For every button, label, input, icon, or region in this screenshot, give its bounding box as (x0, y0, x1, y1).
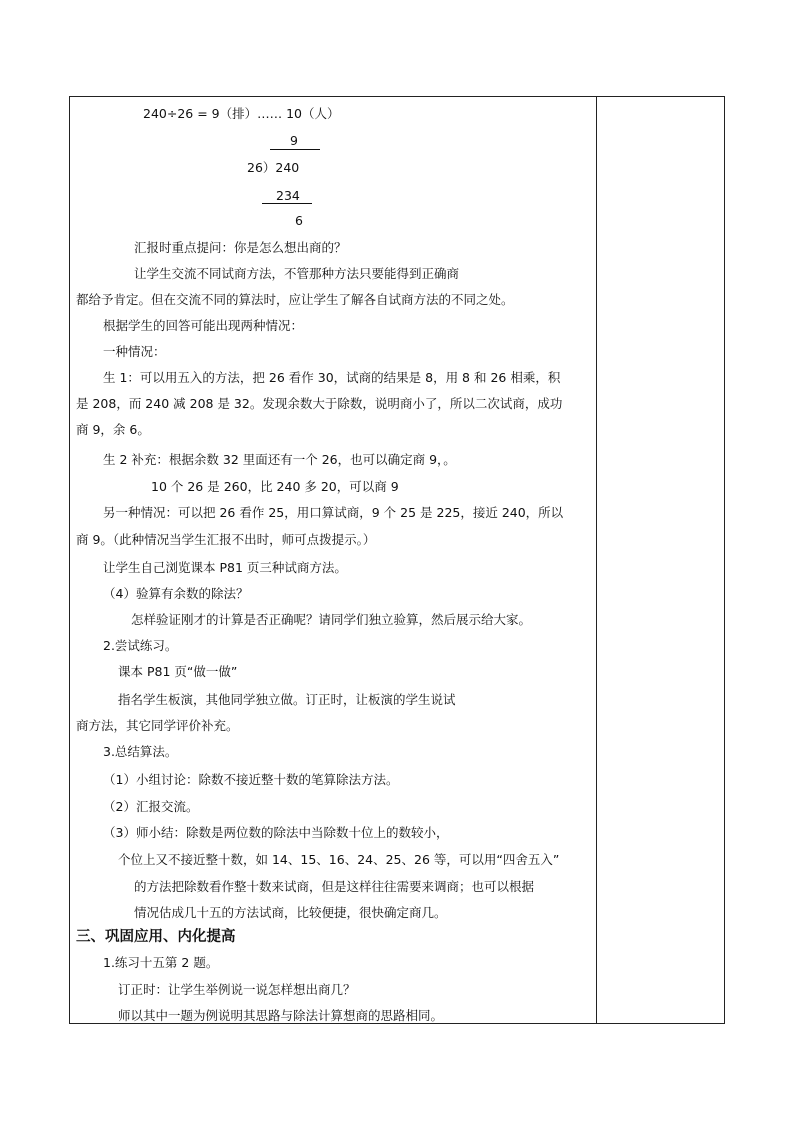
text-line: 怎样验证刚才的计算是否正确呢？请同学们独立验算，然后展示给大家。 (131, 612, 532, 627)
text-line: 情况估成几十五的方法试商，比较便捷，很快确定商几。 (134, 905, 447, 920)
product-line (262, 203, 312, 204)
text-line: 指名学生板演，其他同学独立做。订正时，让板演的学生说试 (118, 692, 456, 707)
text-line: 个位上又不接近整十数，如 14、15、16、24、25、26 等，可以用“四舍五入” (118, 852, 560, 867)
text-line: 另一种情况：可以把 26 看作 25，用口算试商，9 个 25 是 225，接近 240，所以 (103, 505, 564, 520)
text-line: 一种情况： (103, 344, 166, 359)
text-line: （1）小组讨论：除数不接近整十数的笔算除法方法。 (103, 772, 399, 787)
division-product: 234 (276, 188, 300, 203)
division-divisor-dividend: 26）240 (247, 160, 300, 175)
text-line: 的方法把除数看作整十数来试商，但是这样往往需要来调商；也可以根据 (134, 879, 535, 894)
text-line: 是 208，而 240 减 208 是 32。发现余数大于除数，说明商小了，所以二次试商，成功 (76, 396, 563, 411)
text-line: 生 1：可以用五入的方法，把 26 看作 30，试商的结果是 8，用 8 和 26 相乘，积 (103, 370, 561, 385)
text-line: 让学生交流不同试商方法，不管那种方法只要能得到正确商 (134, 266, 460, 281)
section-heading: 三、巩固应用、内化提高 (76, 929, 236, 945)
text-line: （4）验算有余数的除法？ (103, 586, 249, 601)
text-line: 让学生自己浏览课本 P81 页三种试商方法。 (103, 560, 347, 575)
text-line: （3）师小结：除数是两位数的除法中当除数十位上的数较小， (103, 825, 449, 840)
text-line: 课本 P81 页“做一做” (118, 664, 238, 679)
text-line: 1.练习十五第 2 题。 (103, 955, 219, 970)
text-line: 都给予肯定。但在交流不同的算法时，应让学生了解各自试商方法的不同之处。 (76, 292, 514, 307)
division-equation: 240÷26 = 9（排）…… 10（人） (143, 106, 340, 121)
division-remainder: 6 (295, 213, 303, 228)
text-line: 3.总结算法。 (103, 744, 178, 759)
text-line: 根据学生的回答可能出现两种情况： (103, 318, 304, 333)
text-line: 汇报时重点提问：你是怎么想出商的？ (134, 240, 347, 255)
text-line: （2）汇报交流。 (103, 799, 199, 814)
quotient-line (270, 149, 320, 150)
column-divider (596, 96, 597, 1024)
division-quotient: 9 (290, 133, 298, 148)
text-line: 商方法，其它同学评价补充。 (76, 718, 239, 733)
text-line: 10 个 26 是 260，比 240 多 20，可以商 9 (151, 479, 399, 494)
text-line: 2.尝试练习。 (103, 638, 178, 653)
text-line: 商 9，余 6。 (76, 422, 150, 437)
text-line: 生 2 补充：根据余数 32 里面还有一个 26，也可以确定商 9，。 (103, 452, 456, 467)
text-line: 师以其中一题为例说明其思路与除法计算想商的思路相同。 (118, 1008, 444, 1023)
text-line: 商 9。（此种情况当学生汇报不出时，师可点拨提示。） (76, 532, 376, 547)
text-line: 订正时：让学生举例说一说怎样想出商几？ (118, 982, 356, 997)
